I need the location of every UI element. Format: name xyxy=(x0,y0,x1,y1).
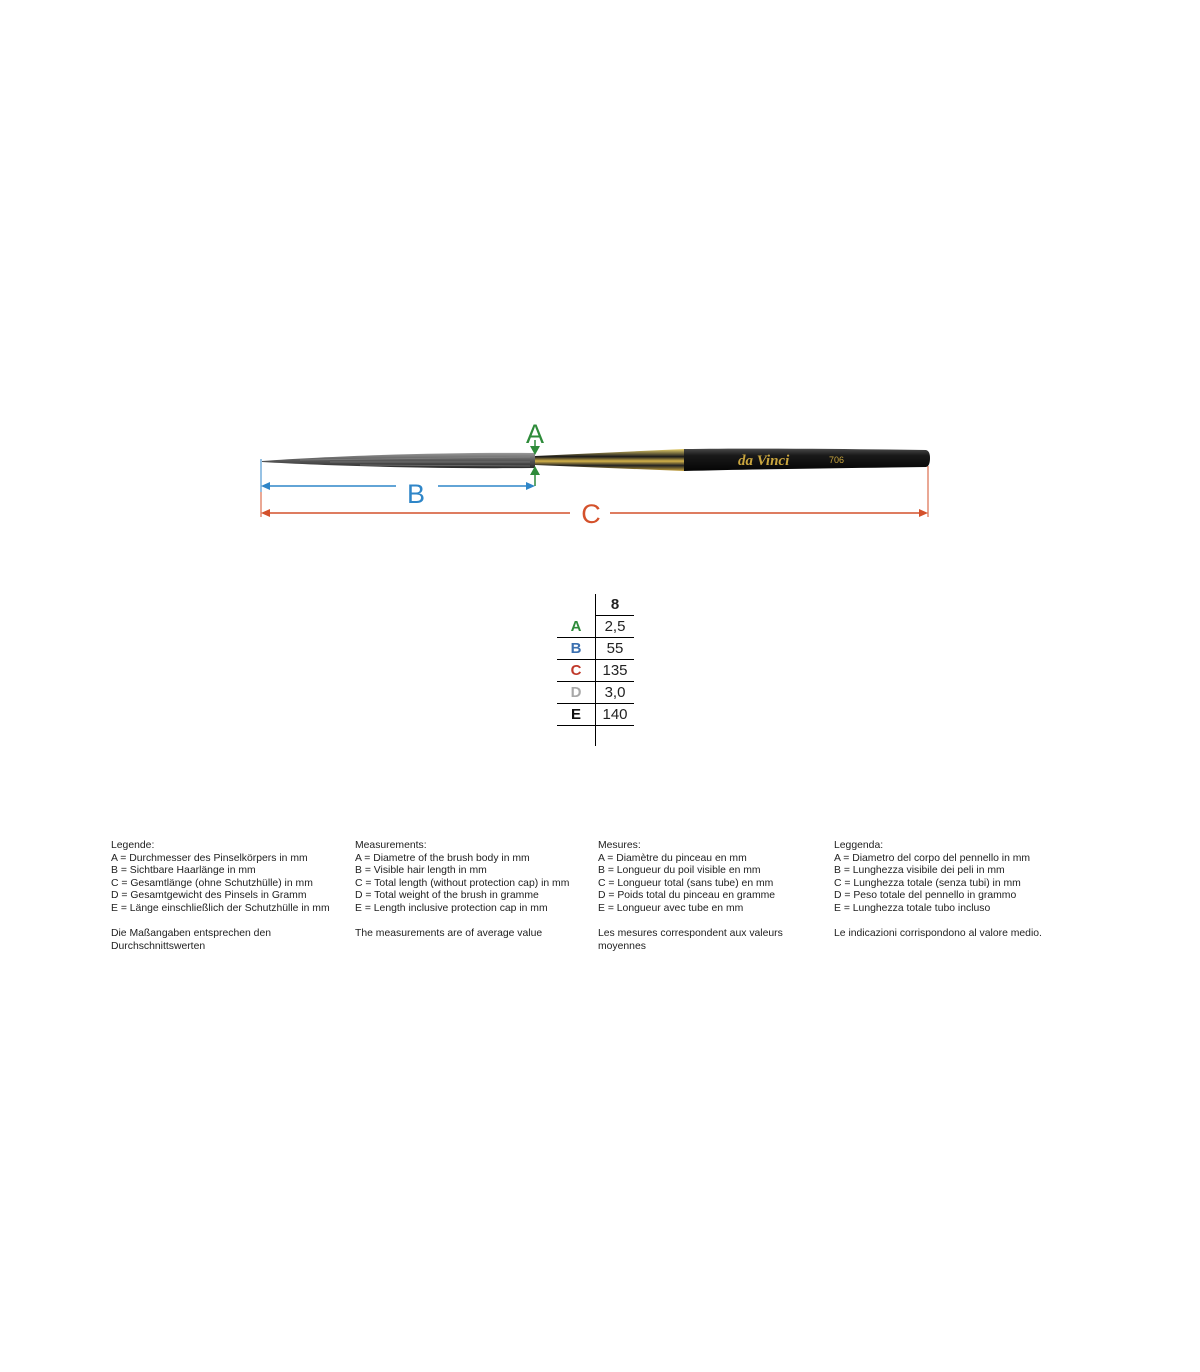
legend-english xyxy=(355,840,590,941)
size-table-key: A xyxy=(557,616,596,638)
legend-line: B = Longueur du poil visible en mm xyxy=(598,865,761,877)
dimension-c-label: C xyxy=(581,499,601,529)
model-number: 706 xyxy=(829,455,845,465)
legend-line: E = Length inclusive protection cap in mm xyxy=(355,902,548,914)
size-table-value: 135 xyxy=(596,660,635,682)
size-table-value: 3,0 xyxy=(596,682,635,704)
size-table-key xyxy=(557,726,596,747)
size-table-corner xyxy=(557,594,596,616)
legend-line: D = Peso totale del pennello in grammo xyxy=(834,890,1017,902)
size-table-size-header: 8 xyxy=(596,594,635,616)
size-table-key: E xyxy=(557,704,596,726)
legend-line: E = Lunghezza totale tubo incluso xyxy=(834,902,991,914)
size-table-value: 2,5 xyxy=(596,616,635,638)
legend-line: B = Visible hair length in mm xyxy=(355,865,487,877)
size-table-header-row xyxy=(557,594,634,616)
legend-line: E = Longueur avec tube en mm xyxy=(598,902,744,914)
size-table-key: C xyxy=(557,660,596,682)
legend-line: C = Longueur total (sans tube) en mm xyxy=(598,877,774,889)
brush-handle xyxy=(684,449,930,471)
legend-line: A = Diametre of the brush body in mm xyxy=(355,852,530,864)
size-table-value: 140 xyxy=(596,704,635,726)
brush-ferrule xyxy=(535,449,684,471)
legend-line: E = Länge einschließlich der Schutzhülle in mm xyxy=(111,902,330,914)
size-table-value xyxy=(596,726,635,747)
table-row xyxy=(557,704,634,726)
legend-italian xyxy=(834,840,1074,941)
legend-title: Leggenda: xyxy=(834,840,884,851)
legend-title: Measurements: xyxy=(355,840,427,851)
legend-german xyxy=(111,840,346,953)
legend-note: Les mesures correspondent aux valeurs moyennes xyxy=(598,928,783,952)
legend-line: C = Total length (without protection cap) in mm xyxy=(355,877,570,889)
brand-logo: da Vinci xyxy=(738,453,790,469)
legend-line: A = Diametro del corpo del pennello in mm xyxy=(834,852,1031,864)
legend-line: B = Sichtbare Haarlänge in mm xyxy=(111,865,256,877)
size-table-key: D xyxy=(557,682,596,704)
table-row xyxy=(557,726,634,747)
size-table-key: B xyxy=(557,638,596,660)
dimension-c xyxy=(261,466,928,529)
table-row xyxy=(557,660,634,682)
legend-note: Le indicazioni corrispondono al valore medio. xyxy=(834,928,1042,940)
legend-line: C = Gesamtlänge (ohne Schutzhülle) in mm xyxy=(111,877,313,889)
table-row xyxy=(557,638,634,660)
legend-title: Mesures: xyxy=(598,840,641,851)
legend-title: Legende: xyxy=(111,840,155,851)
legend-line: A = Durchmesser des Pinselkörpers in mm xyxy=(111,852,308,864)
legend-note: Die Maßangaben entsprechen den Durchschnittswerten xyxy=(111,928,272,952)
legend-line: C = Lunghezza totale (senza tubi) in mm xyxy=(834,877,1021,889)
legend-line: D = Poids total du pinceau en gramme xyxy=(598,890,776,902)
legend-line: B = Lunghezza visibile dei peli in mm xyxy=(834,865,1005,877)
brush-diagram xyxy=(0,0,1200,560)
dimension-a xyxy=(526,419,544,486)
dimension-b-label: B xyxy=(406,479,426,509)
table-row xyxy=(557,616,634,638)
table-row xyxy=(557,682,634,704)
dimension-a-label: A xyxy=(525,419,545,449)
legend-note: The measurements are of average value xyxy=(355,928,543,940)
legend-line: D = Total weight of the brush in gramme xyxy=(355,890,539,902)
legend-line: A = Diamètre du pinceau en mm xyxy=(598,852,747,864)
size-table-value: 55 xyxy=(596,638,635,660)
legend-line: D = Gesamtgewicht des Pinsels in Gramm xyxy=(111,890,307,902)
legend-french xyxy=(598,840,828,953)
size-table xyxy=(557,594,634,746)
